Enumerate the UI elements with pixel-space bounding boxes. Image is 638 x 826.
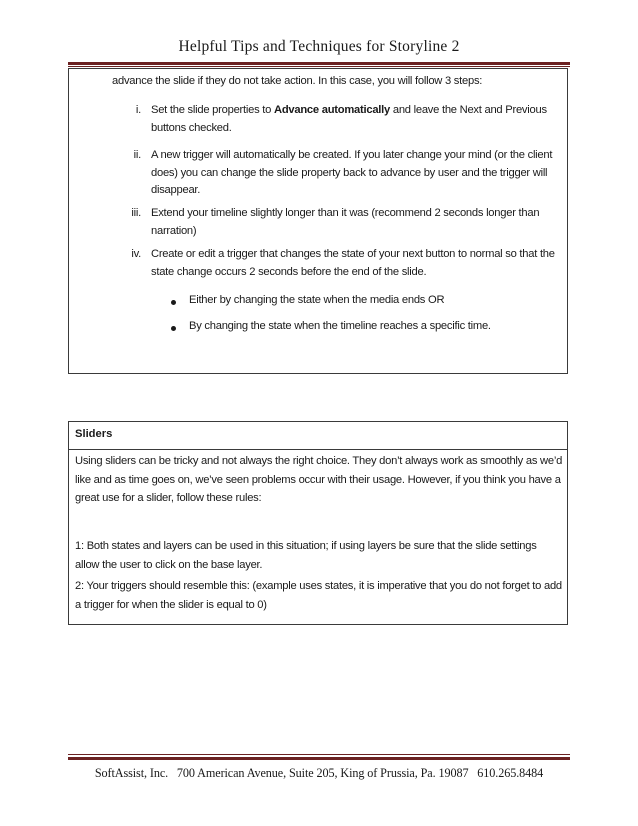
sliders-heading: Sliders (75, 428, 113, 440)
bullet-text: By changing the state when the timeline reaches a specific time. (189, 320, 491, 332)
sliders-section-box (68, 421, 568, 625)
step-text-post: and leave the Next and Previous buttons checked. (151, 104, 547, 134)
header-divider (68, 62, 570, 65)
step-text-bold: Advance automatically (273, 104, 390, 116)
page-header-title: Helpful Tips and Techniques for Storyline 2 (178, 38, 460, 55)
page-footer-text: SoftAssist, Inc. 700 American Avenue, Suite 205, King of Prussia, Pa. 19087 610.265.8484 (94, 766, 544, 780)
sliders-rule-2: 2: Your triggers should resemble this: (example uses states, it is imperative that you do not forget to add a trigger for when the slider is equal to 0) (75, 580, 562, 611)
step-number: iv. (131, 248, 141, 260)
step-number: ii. (133, 149, 141, 161)
step-text-pre: Set the slide properties to (151, 104, 274, 116)
steps-intro-text: advance the slide if they do not take action. In this case, you will follow 3 steps: (112, 75, 483, 87)
sliders-paragraph-intro: Using sliders can be tricky and not always the right choice. They don’t always work as smoothly as we’d like and as time goes on, we’ve seen problems occur with their usage. However, if you think you have a great use for a slider, follow these rules: (75, 455, 563, 504)
step-text: Create or edit a trigger that changes the state of your next button to normal so that the state change occurs 2 seconds before the end of the slide. (151, 248, 555, 278)
bullet-dot-icon (171, 326, 176, 331)
steps-section-box (68, 68, 568, 374)
footer-divider (68, 757, 570, 760)
step-number: iii. (131, 207, 141, 219)
step-number: i. (135, 104, 141, 116)
footer-divider-thin (68, 754, 570, 755)
header-divider-thin (68, 66, 570, 67)
bullet-text: Either by changing the state when the media ends OR (189, 294, 445, 306)
sliders-rule-1: 1: Both states and layers can be used in this situation; if using layers be sure that the slide settings allow the user to click on the base layer. (75, 540, 537, 571)
bullet-dot-icon (171, 300, 176, 305)
sliders-title-row (69, 422, 567, 450)
step-text (151, 102, 561, 137)
step-text: A new trigger will automatically be created. If you later change your mind (or the client does) you can change the slide property back to advance by user and the trigger will disappear. (151, 149, 553, 196)
step-text: Extend your timeline slightly longer than it was (recommend 2 seconds longer than narration) (151, 207, 540, 237)
